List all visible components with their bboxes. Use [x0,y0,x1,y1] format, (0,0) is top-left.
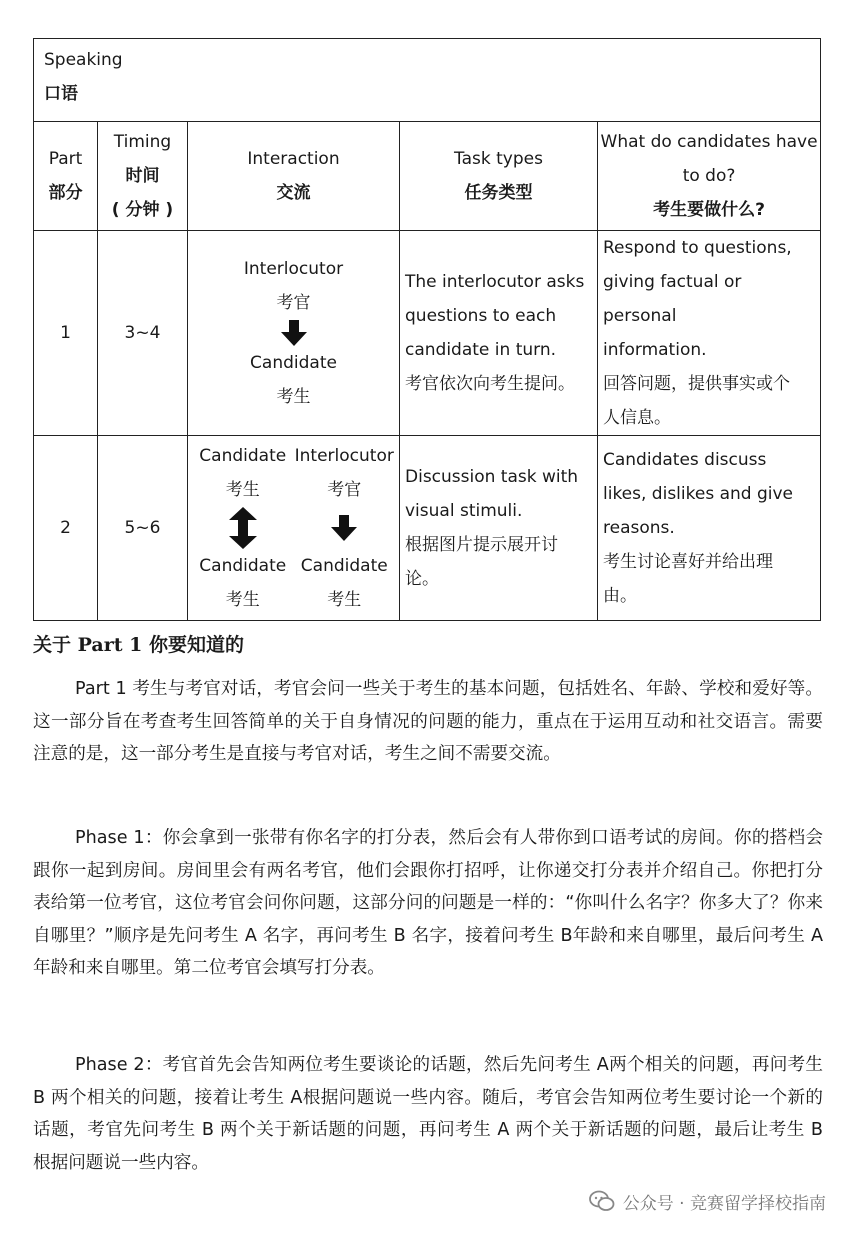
header-interaction: Interaction 交流 [188,122,400,231]
section-heading: 关于 Part 1 你要知道的 [33,634,244,656]
row-timing: 5~6 [98,436,188,621]
wechat-icon [589,1188,615,1214]
header-timing: Timing 时间 ( 分钟 ) [98,122,188,231]
double-arrow-icon [229,507,257,549]
row-what-to-do: Respond to questions, giving factual or personal information. 回答问题，提供事实或个 人信息。 [598,231,821,436]
watermark [589,1188,826,1214]
watermark-text: 公众号 · 竞赛留学择校指南 [622,1193,826,1214]
arrow-down-icon [281,320,307,346]
row-interaction: Candidate 考生 Candidate 考生 Interlocutor 考官 Candidate 考生 [188,436,400,621]
paragraph-part1: Part 1 考生与考官对话，考官会问一些关于考生的基本问题，包括姓名、年龄、学校和爱好等。这一部分旨在考查考生回答简单的关于自身情况的问题的能力，重点在于运用互动和社交语言。需要注意的是，这一部分考生是直接与考官对话，考生之间不需要交流。 [33,679,823,764]
row-part-number: 1 [34,231,98,436]
arrow-down-icon [331,507,357,549]
header-what-to-do: What do candidates have to do? 考生要做什么? [598,122,821,231]
paragraph-phase1: Phase 1：你会拿到一张带有你名字的打分表，然后会有人带你到口语考试的房间。你的搭档会跟你一起到房间。房间里会有两名考官，他们会跟你打招呼，让你递交打分表并介绍自己。你把打分表给第一位考官，这位考官会问你问题，这部分问的问题是一样的：“你叫什么名字？你多大了？你来自哪里？”顺序是先问考生 A 名字，再问考生 B 名字，接着问考生 B年龄和来自哪里，最后问考生 A 年龄和来自哪里。第二位考官会填写打分表。 [33,828,823,978]
table-title-cell [34,39,821,122]
table-row [34,231,821,436]
table-title-cn: 口语 [44,84,78,104]
header-task-types: Task types 任务类型 [400,122,598,231]
row-part-number: 2 [34,436,98,621]
row-task-type: The interlocutor asks questions to each candidate in turn. 考官依次向考生提问。 [400,231,598,436]
header-part: Part 部分 [34,122,98,231]
row-interaction: Interlocutor 考官 Candidate 考生 [188,231,400,436]
paragraph-phase2: Phase 2：考官首先会告知两位考生要谈论的话题，然后先问考生 A两个相关的问题，再问考生 B 两个相关的问题，接着让考生 A根据问题说一些内容。随后，考官会告知两位考生要讨论一个新的话题，考官先问考生 B 两个关于新话题的问题，再问考生 A 两个关于新话题的问题，最后让考生 B 根据问题说一些内容。 [33,1055,823,1173]
row-task-type: Discussion task with visual stimuli. 根据图片提示展开讨 论。 [400,436,598,621]
row-timing: 3~4 [98,231,188,436]
speaking-table [33,38,820,621]
row-what-to-do: Candidates discuss likes, dislikes and give reasons. 考生讨论喜好并给出理 由。 [598,436,821,621]
table-title-en: Speaking [44,50,123,70]
table-header-row [34,122,821,231]
table-row [34,436,821,621]
